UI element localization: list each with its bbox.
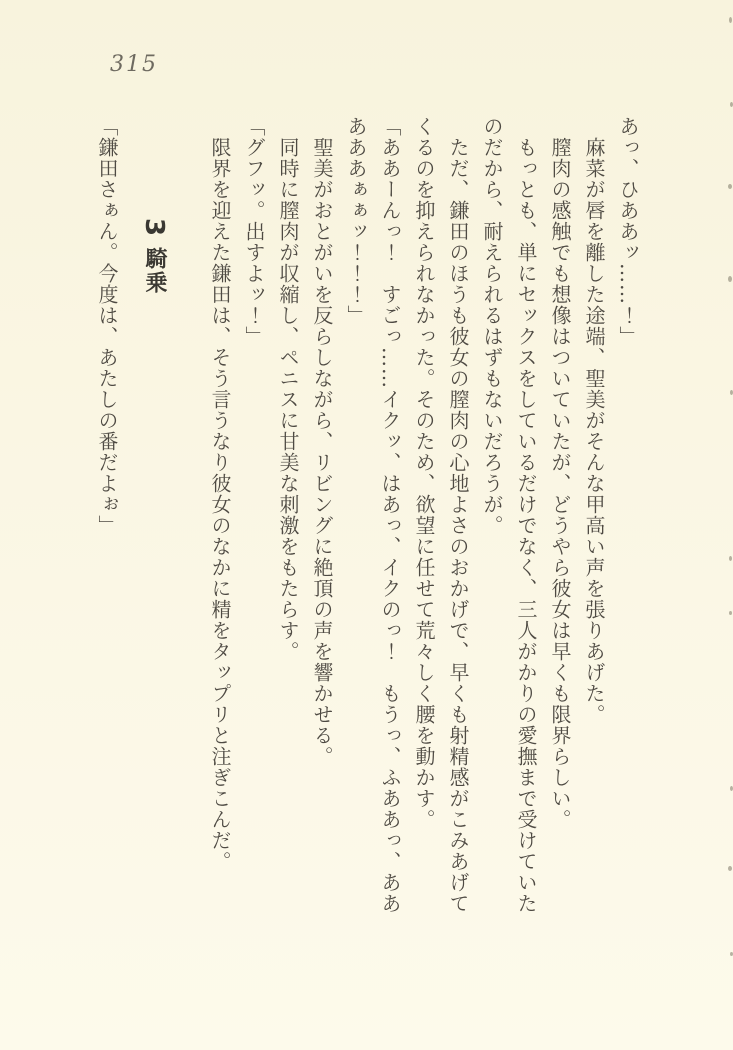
- section-number: 3: [139, 218, 169, 239]
- scan-speck: [728, 276, 732, 282]
- scan-speck: [728, 866, 732, 871]
- text-line: 聖美がおとがいを反らしながら、リビングに絶頂の声を響かせる。: [310, 116, 334, 767]
- text-line: 膣肉の感触でも想像はついていたが、どうやら彼女は早くも限界らしい。: [548, 116, 572, 830]
- text-line: 「ああーんっ！ すごっ……イクッ、はあっ、イクのっ！ もうっ、ふああっ、ああ: [378, 116, 402, 914]
- text-line: くるのを抑えられなかった。そのため、欲望に任せて荒々しく腰を動かす。: [412, 116, 436, 830]
- text-line: ただ、鎌田のほうも彼女の膣肉の心地よさのおかげで、早くも射精感がこみあげて: [446, 116, 470, 914]
- closing-line: 「鎌田さぁん。今度は、あたしの番だよぉ」: [95, 116, 119, 536]
- text-line: あっ、ひああッ……！」: [616, 116, 640, 347]
- page-number: 315: [110, 52, 158, 77]
- scan-speck: [728, 184, 732, 189]
- text-line: あああぁぁッ！！！」: [344, 116, 368, 326]
- text-line: のだから、耐えられるはずもないだろうが。: [480, 116, 504, 536]
- section-title: 騎乗: [142, 247, 167, 296]
- text-line: 麻菜が唇を離した途端、聖美がそんな甲高い声を張りあげた。: [582, 116, 606, 725]
- text-line: 同時に膣肉が収縮し、ペニスに甘美な刺激をもたらす。: [276, 116, 300, 662]
- scan-speck: [729, 17, 732, 23]
- body-text: [87, 116, 645, 916]
- text-line: 「グフッ。出すよッ！」: [242, 116, 266, 347]
- text-line: もっとも、単にセックスをしているだけでなく、三人がかりの愛撫まで受けていた: [514, 116, 538, 914]
- scan-speck: [729, 556, 732, 561]
- section-heading: [135, 116, 173, 916]
- scan-speck: [729, 611, 732, 615]
- text-line: 限界を迎えた鎌田は、そう言うなり彼女のなかに精をタップリと注ぎこんだ。: [208, 116, 232, 872]
